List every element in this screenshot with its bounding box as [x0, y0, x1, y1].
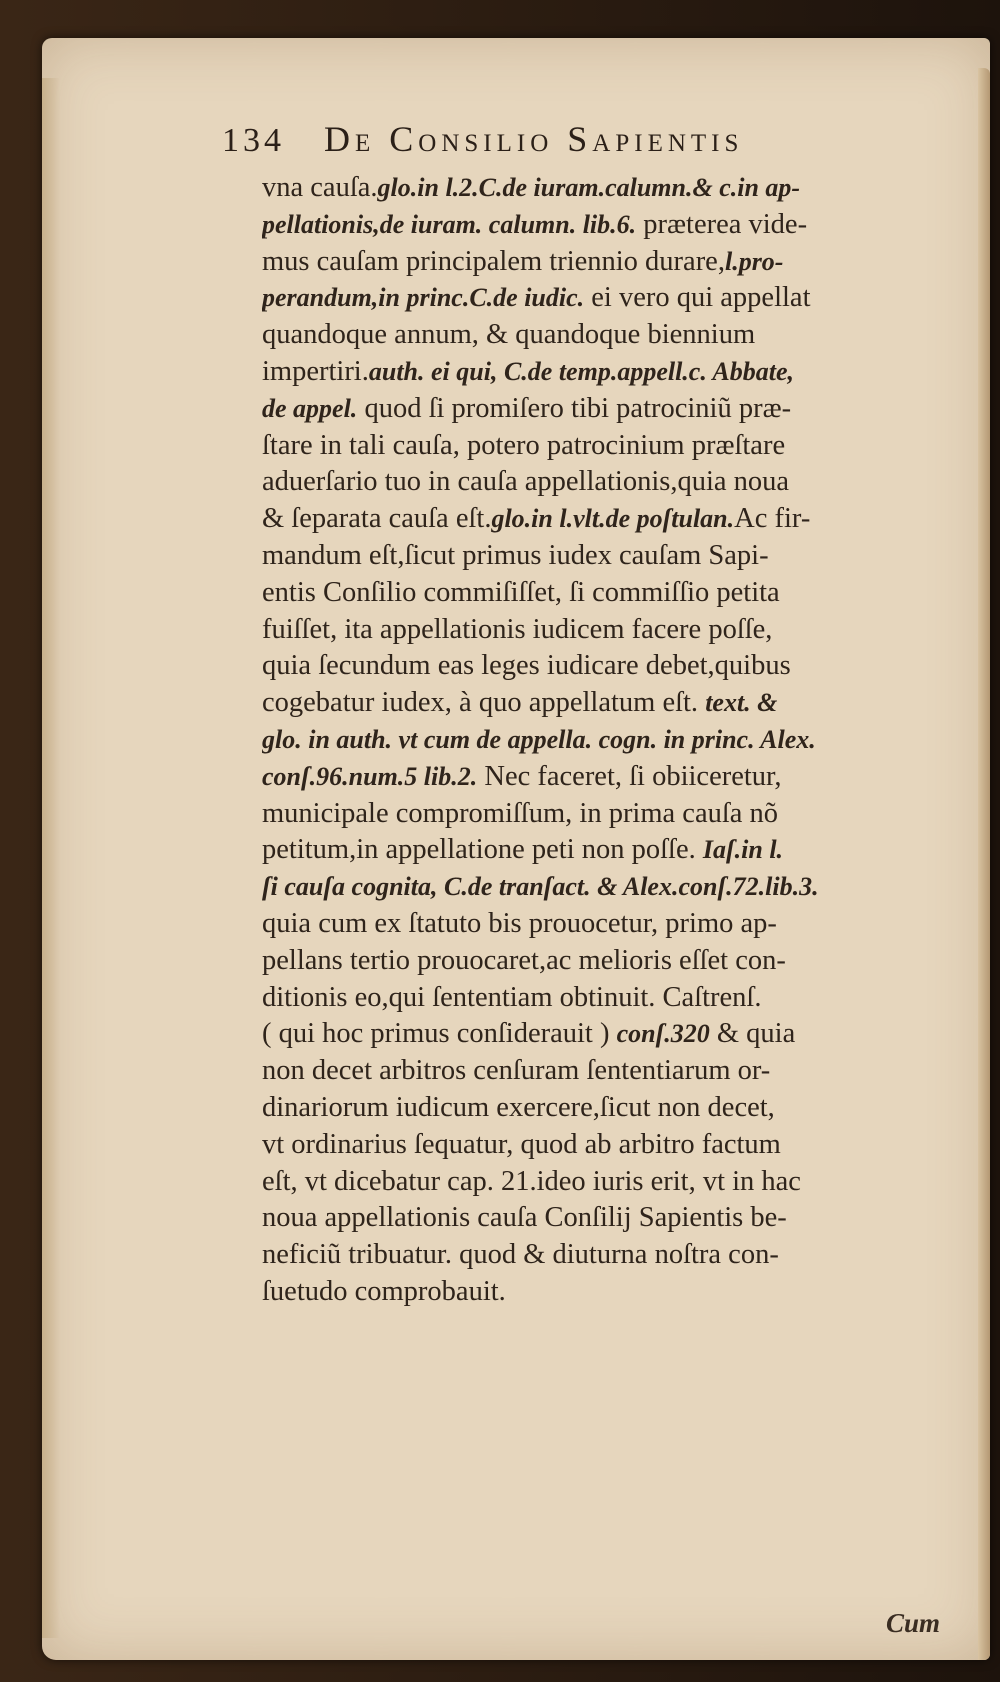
citation-text: Iaſ.in l.	[702, 835, 784, 865]
body-segment: Ac fir-	[734, 503, 811, 535]
text-line	[262, 354, 902, 391]
text-line	[262, 538, 902, 575]
body-segment: cogebatur iudex, à quo appellatum eſt.	[262, 687, 706, 719]
body-segment: ditionis eo,qui ſententiam obtinuit. Caſtrenſ.	[262, 981, 762, 1013]
body-segment: impertiri.	[262, 355, 369, 387]
text-line	[262, 832, 902, 869]
text-line	[262, 906, 902, 943]
page-fore-edge	[978, 68, 990, 1660]
body-segment: & ſeparata cauſa eſt.	[262, 503, 492, 535]
body-segment: pellans tertio prouocaret,ac melioris eſſet con-	[262, 944, 786, 976]
citation-text: conſ.96.num.5 lib.2.	[262, 761, 478, 791]
citation-text: perandum,in princ.C.de iudic.	[262, 283, 585, 313]
text-line	[262, 280, 902, 317]
body-segment: quod ſi promiſero tibi patrociniũ præ-	[357, 392, 792, 424]
page-header	[222, 118, 922, 168]
text-line	[262, 575, 902, 612]
text-line	[262, 722, 902, 759]
body-segment: aduerſario tuo in cauſa appellationis,quia noua	[262, 466, 790, 498]
citation-text: de appel.	[262, 393, 358, 423]
body-segment: mandum eſt,ſicut primus iudex cauſam Sapi-	[262, 539, 769, 571]
citation-text: text. &	[705, 688, 778, 718]
body-segment: quia ſecundum eas leges iudicare debet,quibus	[262, 650, 791, 682]
text-line	[262, 1127, 902, 1164]
citation-text: l.pro-	[724, 246, 784, 276]
text-line	[262, 317, 902, 354]
body-segment: & quia	[709, 1018, 796, 1050]
text-line	[262, 943, 902, 980]
text-line	[262, 1090, 902, 1127]
page-gutter	[42, 78, 60, 1638]
text-line	[262, 1016, 902, 1053]
body-segment: ei vero qui appellat	[584, 282, 811, 314]
text-line	[262, 391, 902, 428]
citation-text: conſ.320	[616, 1019, 710, 1049]
text-line	[262, 244, 902, 281]
text-line	[262, 428, 902, 465]
body-segment: entis Conſilio commiſiſſet, ſi commiſſio petita	[262, 576, 780, 608]
text-line	[262, 1164, 902, 1201]
text-line	[262, 796, 902, 833]
text-line	[262, 759, 902, 796]
text-line	[262, 464, 902, 501]
text-line	[262, 1200, 902, 1237]
body-segment: petitum,in appellatione peti non poſſe.	[262, 834, 703, 866]
text-line	[262, 1274, 902, 1311]
body-segment: municipale compromiſſum, in prima cauſa nõ	[262, 797, 779, 829]
citation-text: glo. in auth. vt cum de appella. cogn. in princ. Alex.	[262, 724, 816, 754]
body-segment: neficiũ tribuatur. quod & diuturna noſtra con-	[262, 1239, 779, 1271]
body-segment: præterea vide-	[636, 208, 808, 240]
body-text	[262, 170, 902, 1311]
body-segment: fuiſſet, ita appellationis iudicem facere poſſe,	[262, 613, 773, 645]
text-line	[262, 612, 902, 649]
body-segment: Nec faceret, ſi obiiceretur,	[477, 760, 782, 792]
page-number: 134	[222, 122, 285, 159]
text-line	[262, 1053, 902, 1090]
text-line	[262, 1237, 902, 1274]
body-segment: ( qui hoc primus conſiderauit )	[262, 1018, 617, 1050]
text-line	[262, 685, 902, 722]
citation-text: pellationis,de iuram. calumn. lib.6.	[262, 209, 637, 239]
citation-text: ſi cauſa cognita, C.de tranſact. & Alex.conſ.72.lib.3.	[262, 872, 819, 902]
body-segment: noua appellationis cauſa Conſilij Sapientis be-	[262, 1202, 787, 1234]
body-segment: quandoque annum, & quandoque biennium	[262, 319, 756, 351]
body-segment: vna cauſa.	[262, 172, 378, 203]
body-segment: eſt, vt dicebatur cap. 21.ideo iuris erit, vt in hac	[262, 1165, 801, 1197]
text-line	[262, 170, 902, 207]
body-segment: mus cauſam principalem triennio durare,	[262, 245, 725, 277]
text-line	[262, 501, 902, 538]
body-segment: ſtare in tali cauſa, potero patrocinium præſtare	[262, 429, 786, 461]
text-line	[262, 980, 902, 1017]
citation-text: auth. ei qui, C.de temp.appell.c. Abbate,	[368, 356, 794, 386]
running-title: De Consilio Sapientis	[324, 119, 744, 159]
text-line	[262, 869, 902, 906]
catchword: Cum	[885, 1608, 940, 1638]
citation-text: glo.in l.2.C.de iuram.calumn.& c.in ap-	[377, 173, 801, 202]
body-segment: ſuetudo comprobauit.	[262, 1275, 506, 1307]
body-segment: non decet arbitros cenſuram ſententiarum or-	[262, 1055, 771, 1087]
citation-text: glo.in l.vlt.de poſtulan.	[491, 504, 735, 534]
body-segment: vt ordinarius ſequatur, quod ab arbitro factum	[262, 1128, 781, 1160]
body-segment: quia cum ex ſtatuto bis prouocetur, primo ap-	[262, 907, 777, 939]
body-segment: dinariorum iudicum exercere,ſicut non decet,	[262, 1091, 775, 1123]
text-line	[262, 648, 902, 685]
text-line	[262, 207, 902, 244]
